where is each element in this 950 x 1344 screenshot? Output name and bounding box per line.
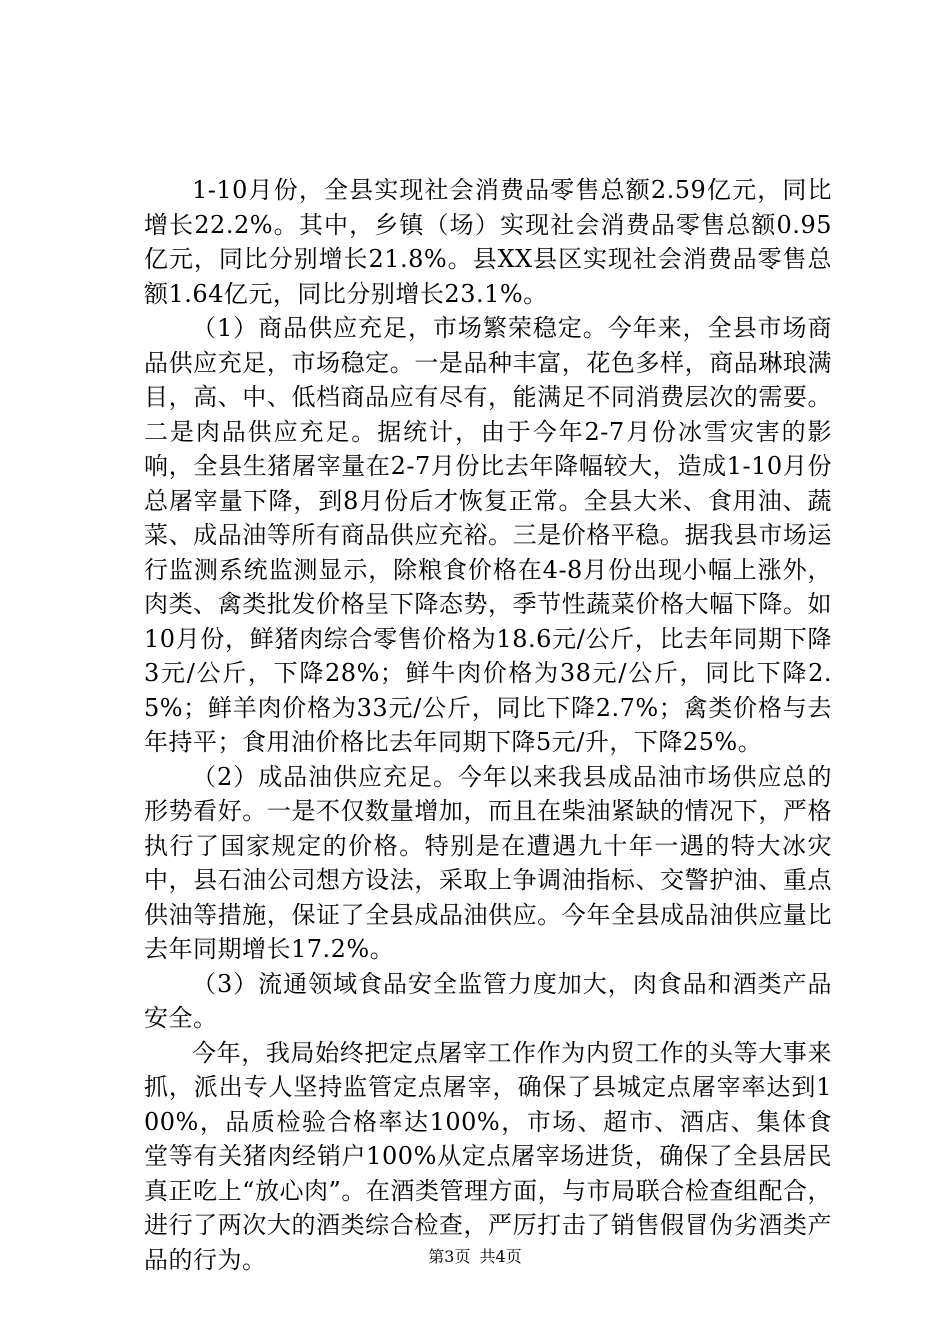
paragraph-retail-sales: 1-10月份，全县实现社会消费品零售总额2.59亿元，同比增长22.2%。其中，乡镇（场）实现社会消费品零售总额0.95亿元，同比分别增长21.8%。县XX县区实现社会消费品零售总额1.64亿元，同比分别增长23.1%。 xyxy=(144,176,832,308)
page-total: 共4页 xyxy=(479,1247,522,1266)
paragraph-commodity-supply: （1）商品供应充足，市场繁荣稳定。今年来，全县市场商品供应充足，市场稳定。一是品种丰富，花色多样，商品琳琅满目，高、中、低档商品应有尽有，能满足不同消费层次的需要。二是肉品供应充足。据统计，由于今年2-7月份冰雪灾害的影响，全县生猪屠宰量在2-7月份比去年降幅较大，造成1-10月份总屠宰量下降，到8月份后才恢复正常。全县大米、食用油、蔬菜、成品油等所有商品供应充裕。三是价格平稳。据我县市场运行监测系统监测显示，除粮食价格在4-8月份出现小幅上涨外，肉类、禽类批发价格呈下降态势，季节性蔬菜价格大幅下降。如10月份，鲜猪肉综合零售价格为18.6元/公斤，比去年同期下降3元/公斤，下降28%；鲜牛肉价格为38元/公斤，同比下降2.5%；鲜羊肉价格为33元/公斤，同比下降2.7%；禽类价格与去年持平；食用油价格比去年同期下降5元/升，下降25%。 xyxy=(144,314,832,756)
document-body xyxy=(144,173,832,1277)
paragraph-oil-supply: （2）成品油供应充足。今年以来我县成品油市场供应总的形势看好。一是不仅数量增加，而且在柴油紧缺的情况下，严格执行了国家规定的价格。特别是在遭遇九十年一遇的特大冰灾中，县石油公司想方设法，采取上争调油指标、交警护油、重点供油等措施，保证了全县成品油供应。今年全县成品油供应量比去年同期增长17.2%。 xyxy=(144,762,832,963)
paragraph-slaughter-supervision: 今年，我局始终把定点屠宰工作作为内贸工作的头等大事来抓，派出专人坚持监管定点屠宰，确保了县城定点屠宰率达到100%，品质检验合格率达100%，市场、超市、酒店、集体食堂等有关猪肉经销户100%从定点屠宰场进货，确保了全县居民真正吃上“放心肉”。在酒类管理方面，与市局联合检查组配合，进行了两次大的酒类综合检查，严厉打击了销售假冒伪劣酒类产品的行为。 xyxy=(144,1038,832,1274)
page-number: 第3页 xyxy=(428,1247,471,1266)
page-footer xyxy=(0,1247,950,1267)
paragraph-food-safety-heading: （3）流通领域食品安全监管力度加大，肉食品和酒类产品安全。 xyxy=(144,969,832,1032)
